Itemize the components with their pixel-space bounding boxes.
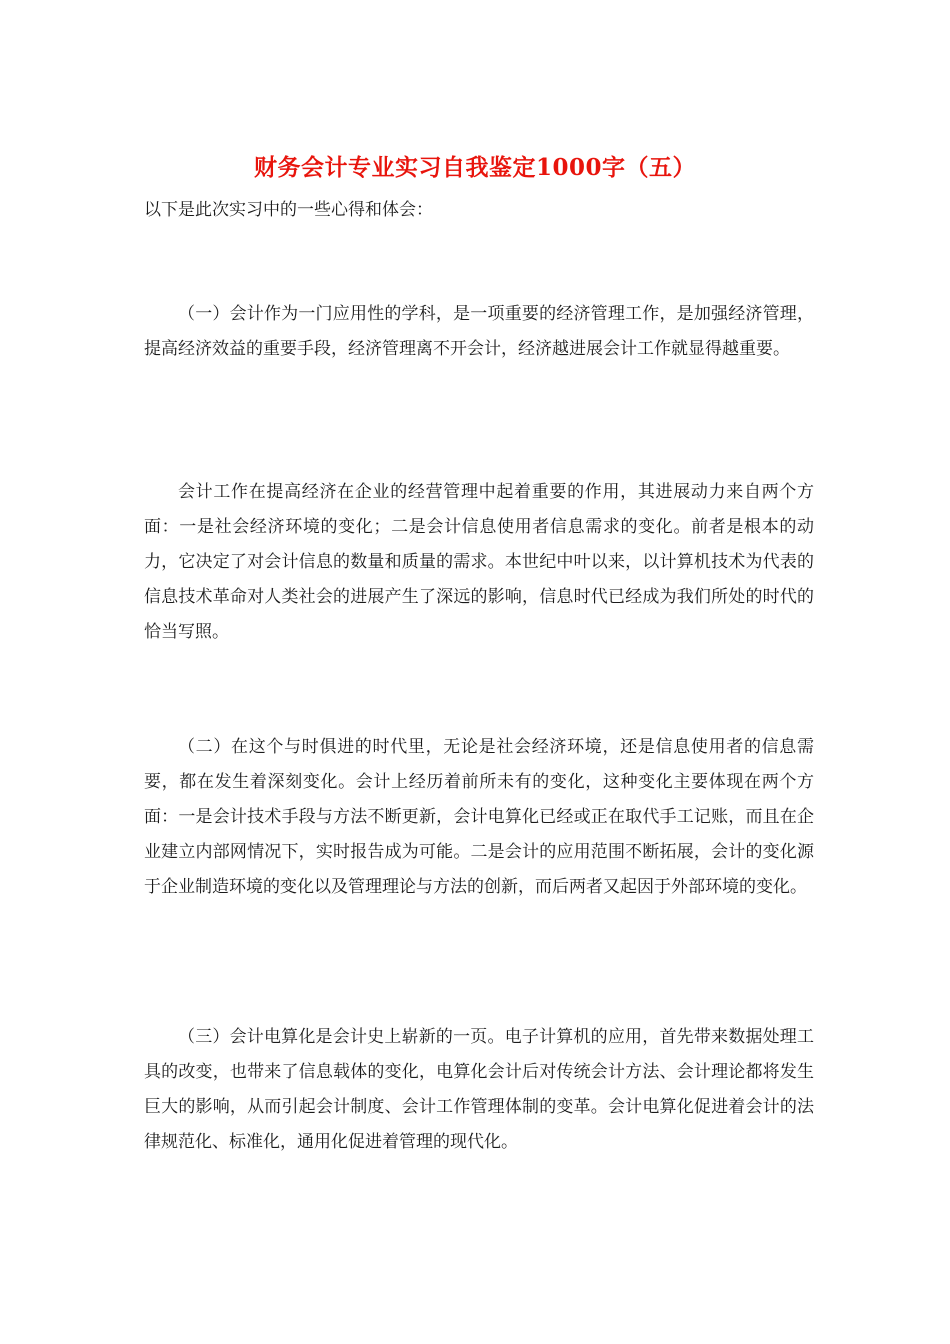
paragraph-1: （一）会计作为一门应用性的学科，是一项重要的经济管理工作，是加强经济管理，提高经济效益的重要手段，经济管理离不开会计，经济越进展会计工作就显得越重要。 bbox=[144, 304, 814, 359]
paragraph-4: （三）会计电算化是会计史上崭新的一页。电子计算机的应用，首先带来数据处理工具的改变，也带来了信息载体的变化，电算化会计后对传统会计方法、会计理论都将发生巨大的影响，从而引起会计制度、会计工作管理体制的变革。会计电算化促进着会计的法律规范化、标准化，通用化促进着管理的现代化。 bbox=[144, 1027, 814, 1152]
intro-text: 以下是此次实习中的一些心得和体会： bbox=[144, 200, 433, 220]
document-title: 财务会计专业实习自我鉴定1000字（五） bbox=[253, 154, 696, 181]
paragraph-2: 会计工作在提高经济在企业的经营管理中起着重要的作用，其进展动力来自两个方面：一是社会经济环境的变化；二是会计信息使用者信息需求的变化。前者是根本的动力，它决定了对会计信息的数量和质量的需求。本世纪中叶以来，以计算机技术为代表的信息技术革命对人类社会的进展产生了深远的影响，信息时代已经成为我们所处的时代的恰当写照。 bbox=[144, 482, 814, 642]
paragraph-3: （二）在这个与时俱进的时代里，无论是社会经济环境，还是信息使用者的信息需要，都在发生着深刻变化。会计上经历着前所未有的变化，这种变化主要体现在两个方面：一是会计技术手段与方法不断更新，会计电算化已经或正在取代手工记账，而且在企业建立内部网情况下，实时报告成为可能。二是会计的应用范围不断拓展，会计的变化源于企业制造环境的变化以及管理理论与方法的创新，而后两者又起因于外部环境的变化。 bbox=[144, 737, 814, 897]
